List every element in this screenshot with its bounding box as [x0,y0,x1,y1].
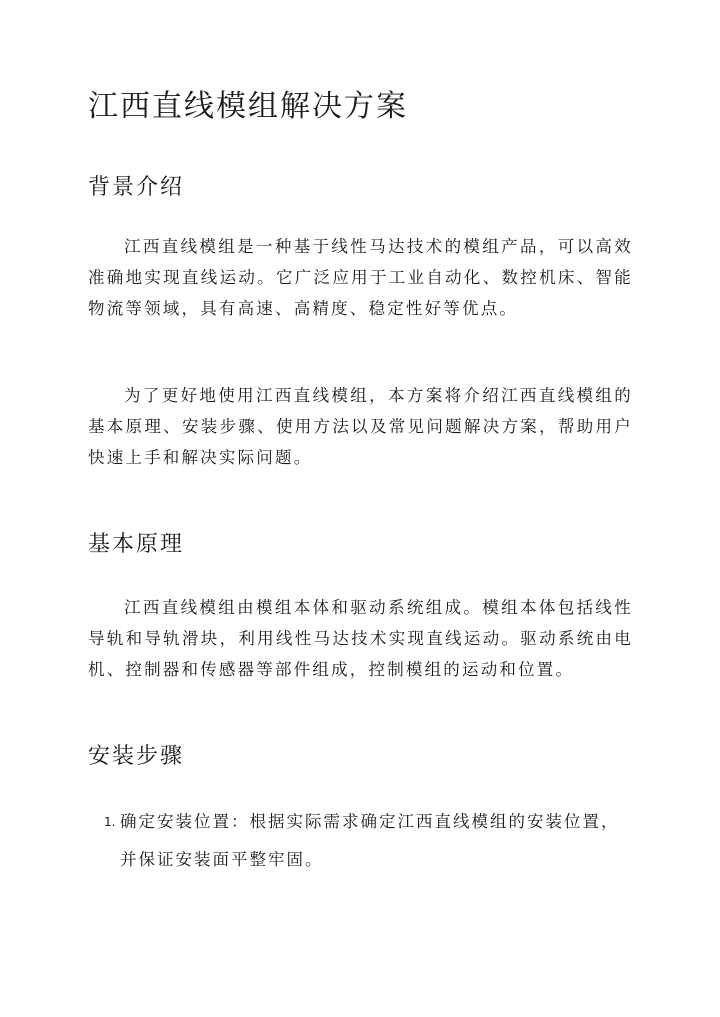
installation-step-1 [104,803,634,879]
background-paragraph-2: 为了更好地使用江西直线模组，本方案将介绍江西直线模组的基本原理、安装步骤、使用方法以及常见问题解决方案，帮助用户快速上手和解决实际问题。 [88,386,633,467]
section-heading-principle: 基本原理 [88,532,185,557]
document-title: 江西直线模组解决方案 [88,89,408,124]
principle-paragraph-1: 江西直线模组由模组本体和驱动系统组成。模组本体包括线性导轨和导轨滑块，利用线性马达技术实现直线运动。驱动系统由电机、控制器和传感器等部件组成，控制模组的运动和位置。 [88,598,633,679]
step-number: 1. [104,815,116,829]
section-heading-background: 背景介绍 [88,175,185,200]
background-paragraph-1: 江西直线模组是一种基于线性马达技术的模组产品，可以高效准确地实现直线运动。它广泛应用于工业自动化、数控机床、智能物流等领域，具有高速、高精度、稳定性好等优点。 [88,237,633,318]
step-text: 确定安装位置：根据实际需求确定江西直线模组的安装位置，并保证安装面平整牢固。 [120,812,620,869]
section-heading-installation: 安装步骤 [88,744,185,769]
